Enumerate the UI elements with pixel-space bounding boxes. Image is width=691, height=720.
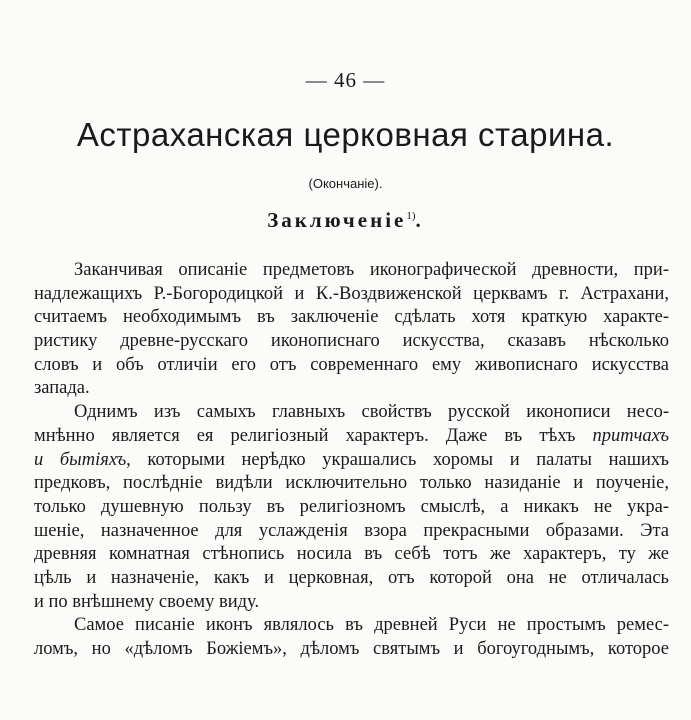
text-line: запада. xyxy=(34,378,90,399)
page-title: Астраханская церковная старина. xyxy=(76,116,615,153)
body-text xyxy=(34,259,669,662)
text-line: Однимъ изъ самыхъ главныхъ свойствъ русской иконописи несо- xyxy=(74,402,669,423)
text-segment: мнѣнно является ея религіозный характеръ. Даже въ тѣхъ xyxy=(34,425,576,446)
text-line: Заканчивая описаніе предметовъ иконографической древности, при- xyxy=(74,260,669,280)
text-line: надлежащихъ Р.-Богородицкой и К.-Воздвиженской церквамъ г. Астрахани, xyxy=(34,283,669,304)
text-line: ристику древне-русскаго иконописнаго искусства, сказавъ нѣсколько xyxy=(34,331,669,352)
text-line: цѣль и назначеніе, какъ и церковная, отъ которой она не отличалась xyxy=(34,567,669,588)
footnote-mark: 1) xyxy=(406,210,416,222)
text-line: считаемъ необходимымъ въ заключеніе сдѣлать хотя краткую характе- xyxy=(34,307,669,328)
italic-term: притчахъ xyxy=(592,425,669,446)
italic-term: и бытіяхъ xyxy=(34,449,127,470)
subtitle: (Окончаніе). xyxy=(308,176,383,191)
text-line: древняя комнатная стѣнопись носила въ себѣ тотъ же характеръ, ту же xyxy=(34,544,669,565)
section-heading: Заключеніе$^{1)}$. xyxy=(267,208,424,232)
text-line: предковъ, послѣдніе видѣли исключительно только назиданіе и поученіе, xyxy=(34,473,669,494)
text-line: только душевную пользу въ религіозномъ смыслѣ, а никакъ не укра- xyxy=(34,496,669,517)
section-heading-text: Заключеніе xyxy=(267,208,407,232)
page-number: — 46 — xyxy=(305,68,386,92)
text-line: шеніе, назначенное для услажденія взора прекрасными образами. Эта xyxy=(34,520,669,541)
text-line: и по внѣшнему своему виду. xyxy=(34,591,260,612)
text-line: ломъ, но «дѣломъ Божіемъ», дѣломъ святымъ и богоугоднымъ, которое xyxy=(34,639,669,659)
text-segment: , которыми нерѣдко украшались хоромы и палаты нашихъ xyxy=(126,449,669,470)
text-line xyxy=(34,449,669,473)
text-line xyxy=(34,425,669,449)
text-line: Самое писаніе иконъ являлось въ древней Руси не простымъ ремес- xyxy=(74,615,669,636)
text-line: словъ и объ отличіи его отъ современнаго ему живописнаго искусства xyxy=(34,354,669,375)
